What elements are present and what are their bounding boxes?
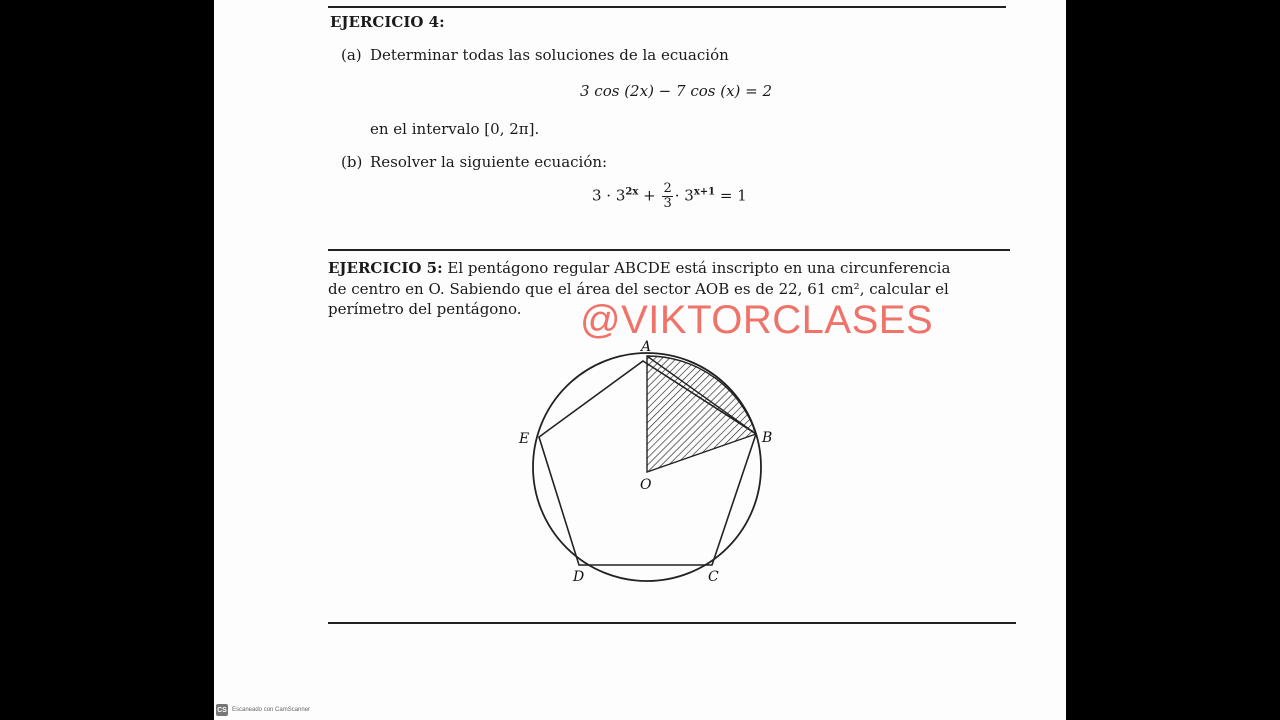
eq-b-plus: + [638, 186, 661, 205]
document-page [214, 0, 1066, 720]
label-c: C [708, 569, 719, 585]
eq-b-denominator: 3 [663, 196, 672, 211]
exercise-5-text: El pentágono regular ABCDE está inscripto en una circunferencia de centro en O. Sabiendo que el área del sector AOB es de 22, 61 cm², calcular el perímetro del pentágono. [328, 259, 951, 318]
eq-b-exp2: x+1 [693, 186, 716, 198]
exercise-4-title: EJERCICIO 4: [330, 13, 445, 31]
camscanner-logo-icon: CS [216, 704, 228, 716]
eq-b-numerator: 2 [663, 181, 672, 196]
label-o: O [640, 477, 652, 493]
label-e: E [519, 431, 530, 447]
middle-rule [328, 249, 1010, 251]
part-b-label: (b) [341, 153, 363, 171]
watermark-text: @VIKTORCLASES [580, 298, 934, 342]
eq-b-mid: · 3 [674, 186, 694, 205]
scanner-badge [216, 704, 310, 716]
label-b: B [762, 430, 773, 446]
interval-text: en el intervalo [0, 2π]. [370, 120, 540, 138]
pentagon-figure [214, 0, 1066, 720]
label-a: A [641, 339, 652, 355]
scanner-text: Escaneado con CamScanner [232, 707, 311, 713]
segment-ab-chord [647, 356, 756, 434]
exercise-5-title: EJERCICIO 5: [328, 259, 443, 277]
top-rule [328, 6, 1006, 8]
eq-b-fraction [662, 182, 672, 211]
sector-aob [647, 356, 756, 472]
equation-a: 3 cos (2x) − 7 cos (x) = 2 [580, 82, 773, 100]
eq-b-exp1: 2x [625, 186, 639, 198]
bottom-rule [328, 622, 1016, 624]
circumscribed-circle [533, 353, 761, 581]
eq-b-suffix: = 1 [715, 186, 747, 205]
label-d: D [573, 569, 585, 585]
part-a-text: Determinar todas las soluciones de la ecuación [370, 46, 729, 64]
eq-b-prefix: 3 · 3 [592, 186, 626, 205]
part-b-text: Resolver la siguiente ecuación: [370, 153, 608, 171]
equation-b [592, 182, 747, 211]
pentagon-abcde [539, 361, 756, 565]
part-a-label: (a) [341, 46, 362, 64]
